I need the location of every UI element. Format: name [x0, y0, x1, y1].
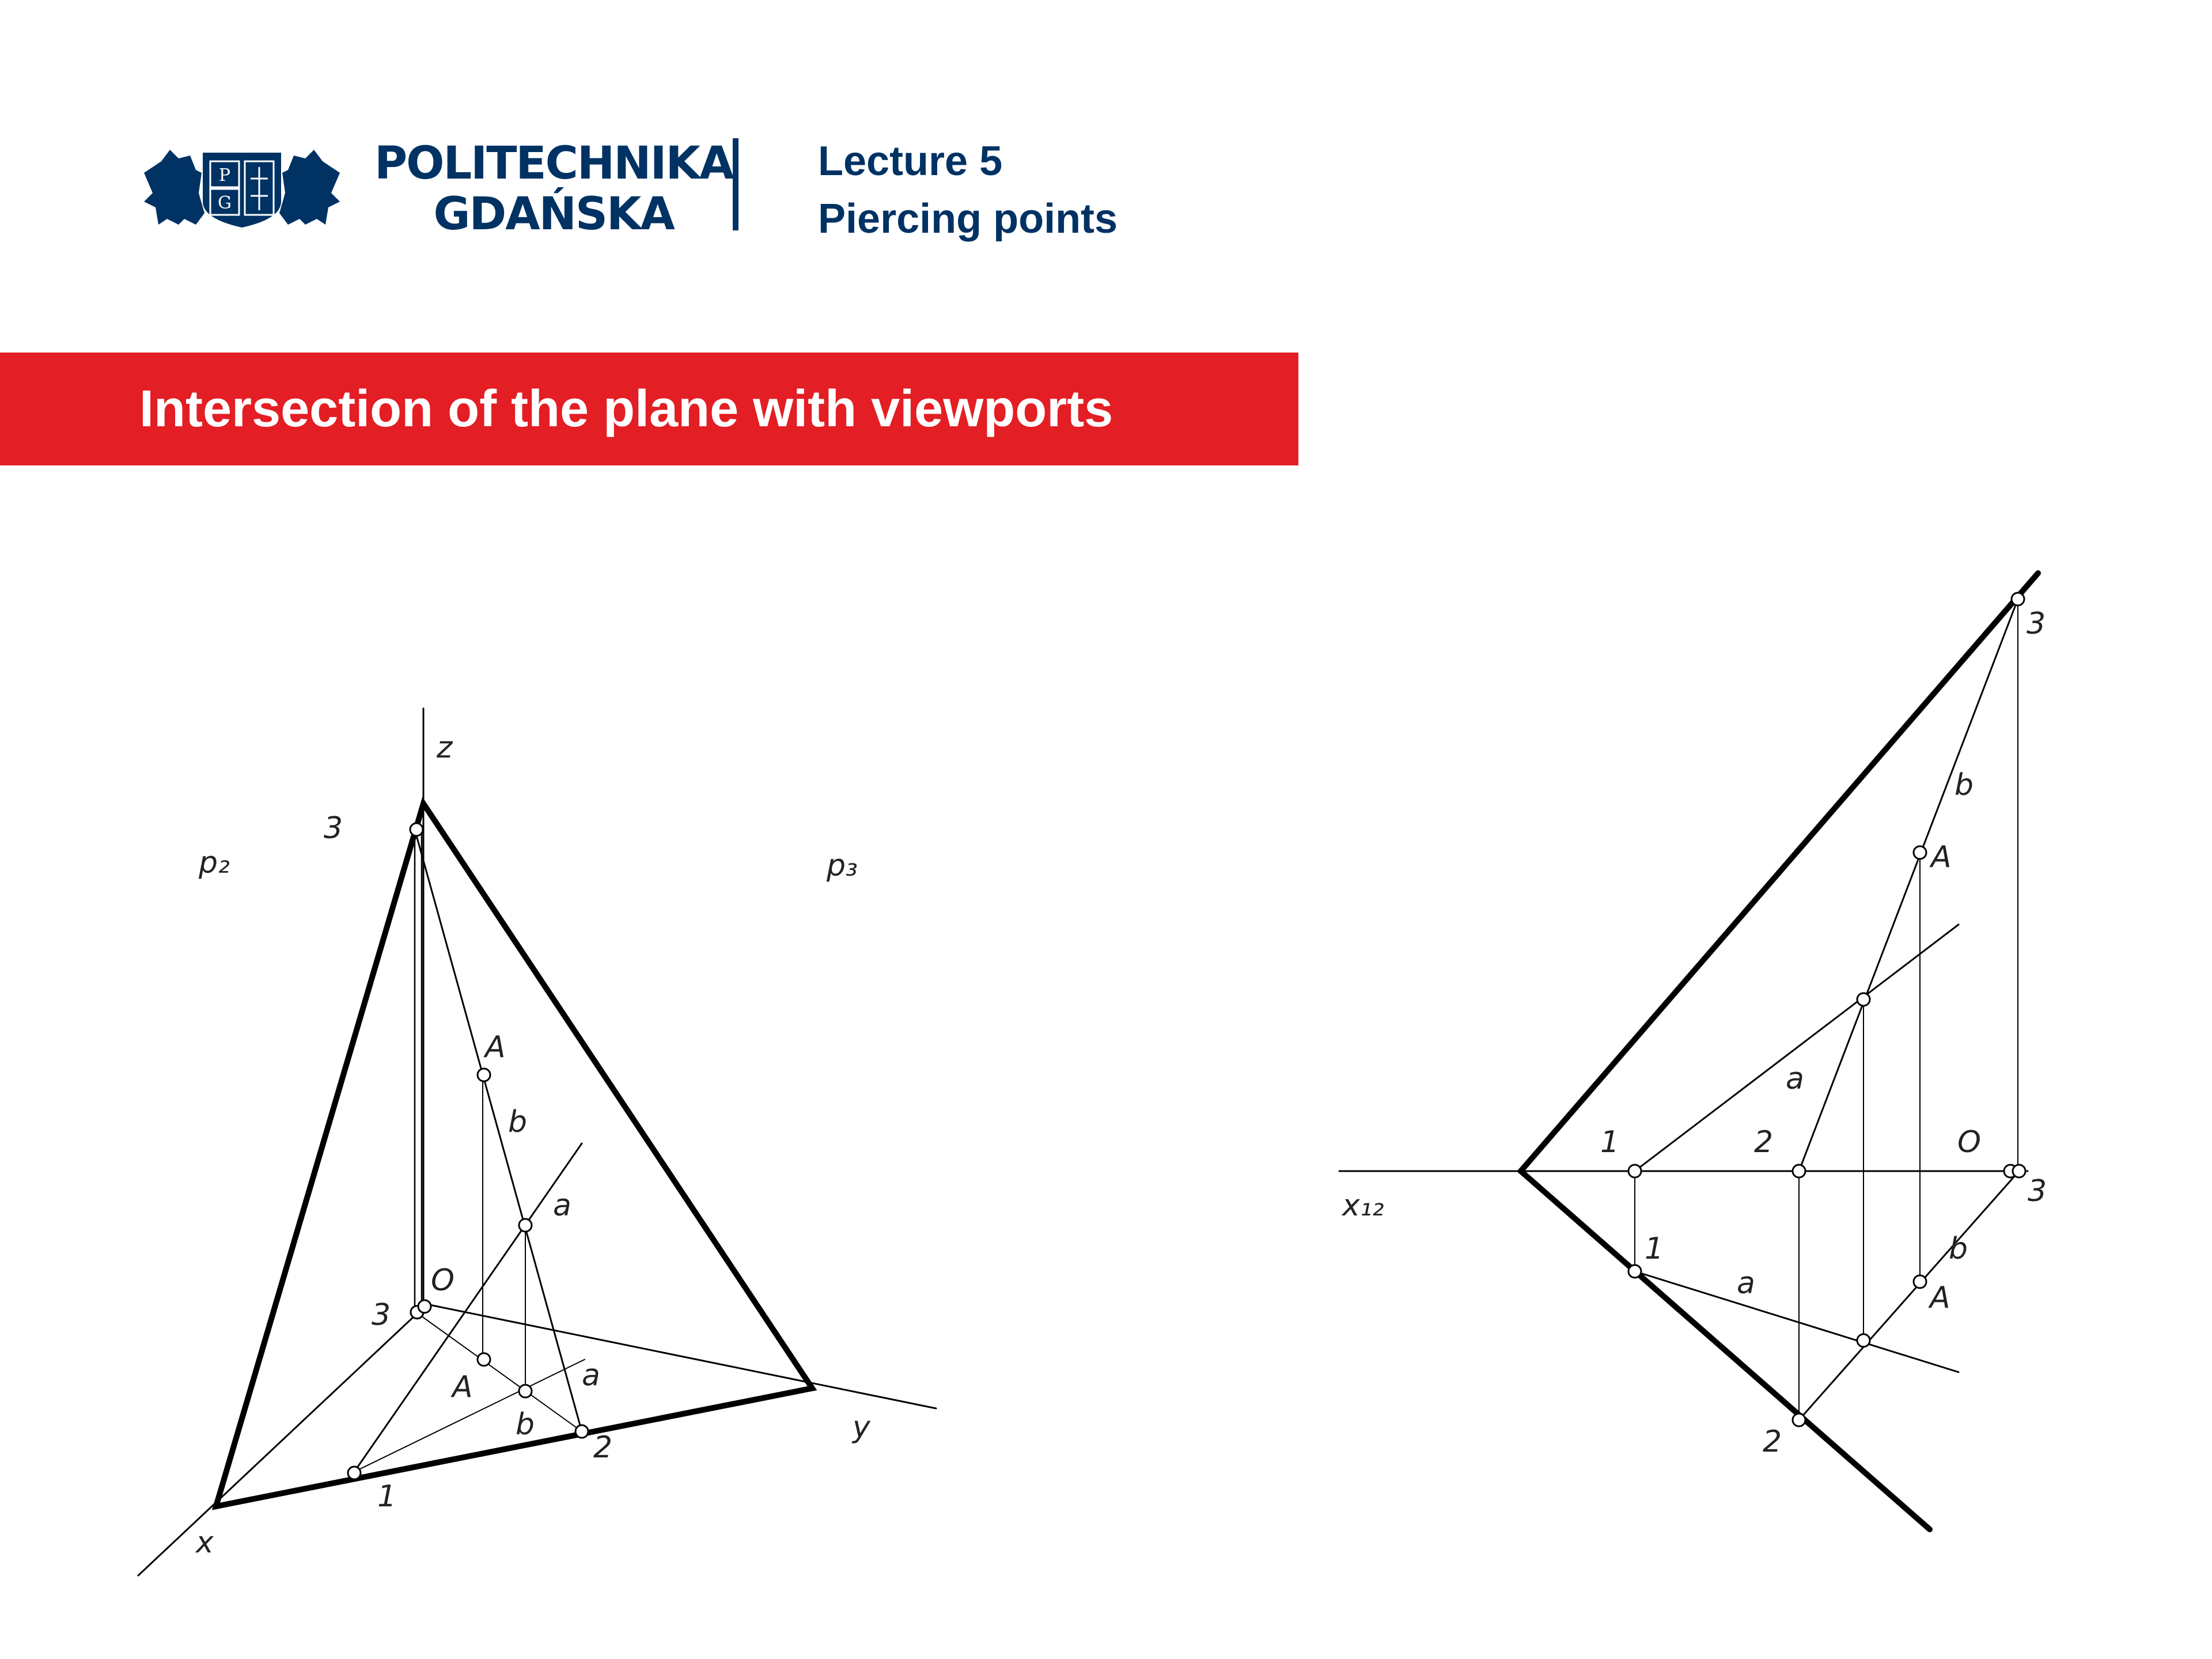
- label-point-3-prime: 3: [372, 1298, 391, 1332]
- left-figure-labels: [195, 730, 871, 1560]
- logo-letter-g: G: [218, 193, 232, 213]
- point-2-prime: [1793, 1414, 1805, 1426]
- point-A-prime-r: [1914, 1275, 1926, 1288]
- label-line-b-prime: b: [516, 1407, 535, 1442]
- point-a-b-intersection: [519, 1219, 532, 1232]
- label-1-prime: 1: [1645, 1232, 1664, 1266]
- section-title: Intersection of the plane with viewports: [139, 380, 1113, 438]
- point-3-double: [410, 823, 423, 836]
- brand-line-2: GDAŃSKA: [433, 188, 674, 240]
- lecture-topic: Piercing points: [818, 196, 1118, 242]
- label-a-double: a: [1786, 1062, 1804, 1096]
- right-figure: [1339, 573, 2038, 1529]
- point-A-prime: [478, 1353, 490, 1366]
- label-point-origin: O: [431, 1263, 454, 1298]
- point-origin: [418, 1300, 431, 1313]
- line-a-prime: [1635, 1271, 1959, 1372]
- line-a-double: [1635, 925, 1959, 1171]
- label-3-prime-r: 3: [2028, 1174, 2047, 1209]
- label-a-prime-r: a: [1737, 1266, 1755, 1301]
- y-axis-line: [429, 1305, 936, 1408]
- label-b-prime-r: b: [1949, 1232, 1968, 1266]
- point-A-double: [1914, 846, 1926, 859]
- plane-trace-triangle: [216, 804, 812, 1506]
- line-b-prime: [1799, 1171, 2019, 1420]
- label-2-double: 2: [1754, 1125, 1774, 1160]
- label-point-2: 2: [593, 1430, 613, 1465]
- label-1-double: 1: [1600, 1125, 1620, 1160]
- label-x-axis: x: [196, 1525, 214, 1560]
- point-A: [478, 1069, 490, 1081]
- x-axis-line: [138, 1308, 423, 1575]
- label-line-a: a: [553, 1188, 571, 1223]
- label-line-a-prime: a: [582, 1358, 600, 1393]
- label-x12-axis: x₁₂: [1342, 1188, 1384, 1223]
- point-3-prime-r: [2013, 1165, 2025, 1177]
- logo-letter-p: P: [218, 165, 231, 185]
- label-point-A-prime: A: [452, 1370, 473, 1404]
- label-z-axis: z: [437, 730, 453, 765]
- left-figure: [138, 709, 936, 1575]
- line-b-double: [1799, 599, 2018, 1171]
- point-1-prime: [1628, 1265, 1641, 1278]
- label-3-double: 3: [2027, 607, 2046, 641]
- lecture-number: Lecture 5: [818, 138, 1003, 184]
- label-b-double: b: [1955, 768, 1974, 802]
- point-2: [575, 1425, 588, 1438]
- point-1: [348, 1467, 361, 1479]
- point-ab-double: [1857, 993, 1870, 1006]
- point-b-prime: [519, 1385, 532, 1397]
- brand-line-1: POLITECHNIKA: [374, 138, 733, 190]
- label-plane-p2: p₂: [199, 846, 230, 880]
- label-point-A: A: [485, 1030, 506, 1065]
- plane-trace-bold: [1521, 573, 2038, 1529]
- point-1-double: [1628, 1165, 1641, 1177]
- right-figure-labels: [1341, 607, 2047, 1459]
- label-A-prime-r: A: [1930, 1281, 1950, 1315]
- label-y-axis: y: [853, 1410, 870, 1445]
- label-plane-p3: p₃: [827, 849, 858, 883]
- label-point-3-double: 3: [324, 811, 343, 846]
- label-line-b: b: [508, 1105, 528, 1139]
- label-0-pair: O: [1957, 1125, 1981, 1160]
- point-2-double: [1793, 1165, 1805, 1177]
- label-A-double: A: [1931, 840, 1952, 874]
- label-point-1: 1: [377, 1479, 397, 1514]
- point-3-double-r: [2012, 593, 2024, 605]
- label-2-prime: 2: [1763, 1425, 1782, 1459]
- point-ab-prime: [1857, 1334, 1870, 1347]
